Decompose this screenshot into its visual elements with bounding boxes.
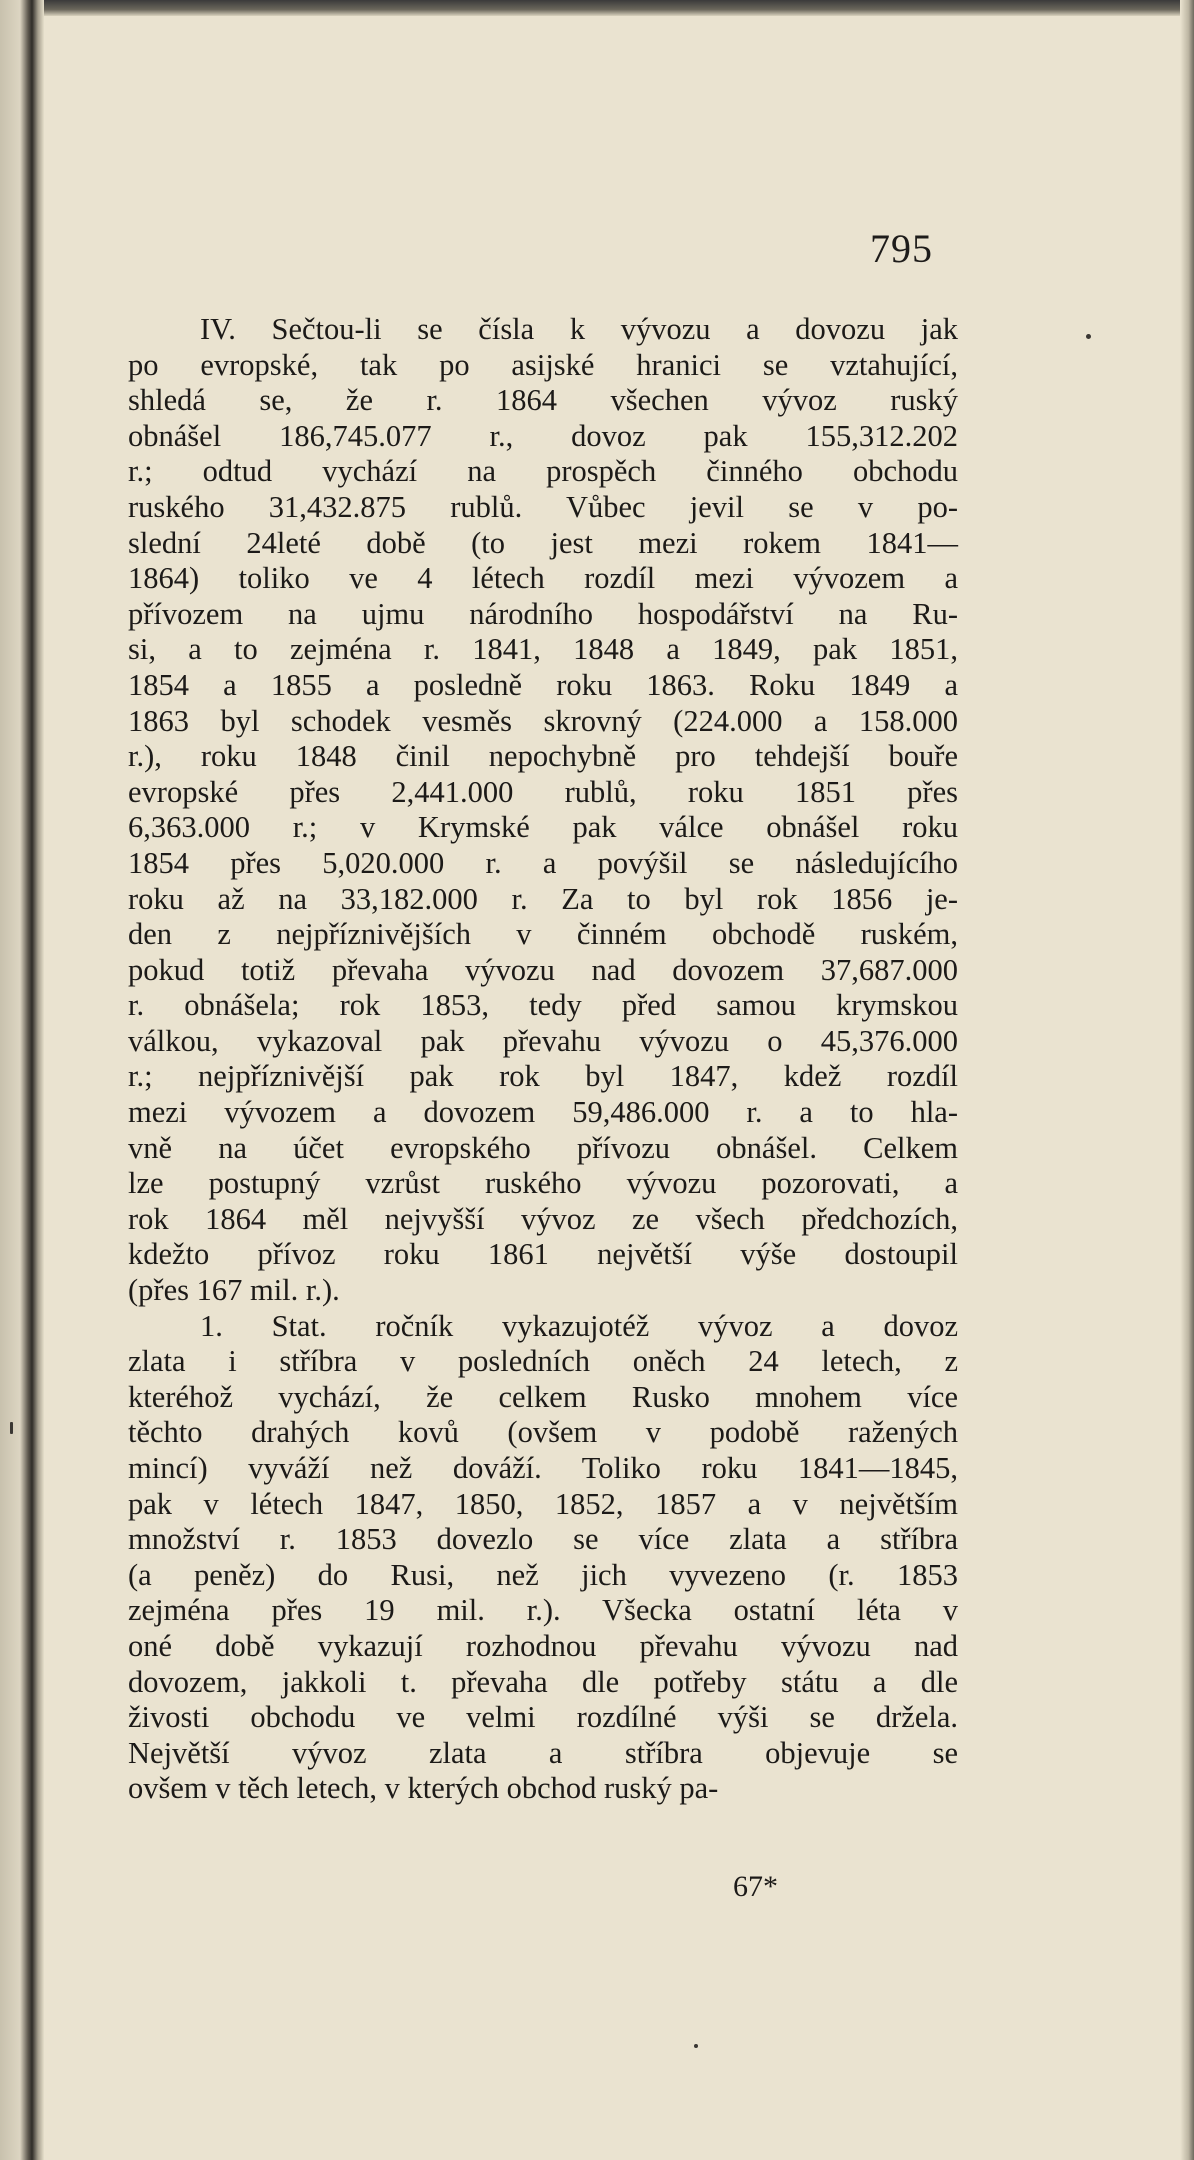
text-line: r.), roku 1848 činil nepochybně pro tehdejší bouře — [128, 739, 958, 774]
text-line: r. obnášela; rok 1853, tedy před samou krymskou — [128, 988, 958, 1023]
text-line: lze postupný vzrůst ruského vývozu pozorovati, a — [128, 1166, 958, 1201]
paper-speck — [694, 2044, 698, 2048]
text-line: vně na účet evropského přívozu obnášel. Celkem — [128, 1130, 958, 1165]
text-line: roku až na 33,182.000 r. Za to byl rok 1856 je- — [128, 881, 958, 916]
text-line: obnášel 186,745.077 r., dovoz pak 155,312.202 — [128, 418, 958, 453]
text-line: mincí) vyváží než dováží. Toliko roku 1841—1845, — [128, 1451, 958, 1485]
text-line: r.; nejpříznivější pak rok byl 1847, kdež rozdíl — [128, 1059, 958, 1094]
text-line: shledá se, že r. 1864 všechen vývoz ruský — [128, 383, 958, 418]
text-line: po evropské, tak po asijské hranici se vztahující, — [128, 347, 958, 382]
text-line: pak v létech 1847, 1850, 1852, 1857 a v největším — [128, 1486, 958, 1521]
text-line: (a peněz) do Rusi, než jich vyvezeno (r. 1853 — [128, 1557, 958, 1592]
text-line: zlata i stříbra v posledních oněch 24 letech, z — [128, 1344, 958, 1379]
text-line: 1. Stat. ročník vykazujotéž vývoz a dovoz — [200, 1308, 958, 1343]
text-line: mezi vývozem a dovozem 59,486.000 r. a to hla- — [128, 1095, 958, 1130]
book-spine-shadow — [0, 0, 44, 2160]
text-line: den z nejpříznivějších v činném obchodě ruském, — [128, 917, 958, 952]
text-line: živosti obchodu ve velmi rozdílné výši se držela. — [128, 1700, 958, 1735]
text-line: IV. Sečtou-li se čísla k vývozu a dovozu jak — [200, 312, 958, 346]
text-line: dovozem, jakkoli t. převaha dle potřeby státu a dle — [128, 1664, 958, 1699]
text-line: 1854 a 1855 a posledně roku 1863. Roku 1849 a — [128, 667, 958, 702]
text-line: zejména přes 19 mil. r.). Všecka ostatní léta v — [128, 1593, 958, 1628]
text-line: 6,363.000 r.; v Krymské pak válce obnášel roku — [128, 810, 958, 845]
text-line: (přes 167 mil. r.). — [128, 1273, 340, 1308]
text-line: Největší vývoz zlata a stříbra objevuje se — [128, 1735, 958, 1770]
text-line: 1864) toliko ve 4 létech rozdíl mezi vývozem a — [128, 561, 958, 596]
text-line: evropské přes 2,441.000 rublů, roku 1851 přes — [128, 774, 958, 809]
text-line: si, a to zejména r. 1841, 1848 a 1849, pak 1851, — [128, 632, 958, 667]
text-line: těchto drahých kovů (ovšem v podobě ražených — [128, 1415, 958, 1450]
text-line: ruského 31,432.875 rublů. Vůbec jevil se v po- — [128, 489, 958, 524]
text-line: 1854 přes 5,020.000 r. a povýšil se následujícího — [128, 845, 958, 880]
text-line: válkou, vykazoval pak převahu vývozu o 45,376.000 — [128, 1023, 958, 1058]
text-line: kdežto přívoz roku 1861 největší výše dostoupil — [128, 1237, 958, 1272]
text-line: 1863 byl schodek vesměs skrovný (224.000 a 158.000 — [128, 703, 958, 738]
page-number: 795 — [870, 226, 933, 271]
paper-speck — [1086, 334, 1091, 339]
text-line: oné době vykazují rozhodnou převahu vývozu nad — [128, 1628, 958, 1663]
body-text — [128, 312, 958, 1807]
paper-speck — [10, 1422, 13, 1434]
text-line: slední 24leté době (to jest mezi rokem 1841— — [128, 525, 958, 560]
right-scan-edge — [1180, 0, 1194, 2160]
printer-signature-mark: 67* — [733, 1870, 778, 1903]
text-line: ovšem v těch letech, v kterých obchod ruský pa- — [128, 1771, 719, 1806]
text-line: pokud totiž převaha vývozu nad dovozem 37,687.000 — [128, 952, 958, 987]
text-line: rok 1864 měl nejvyšší vývoz ze všech předchozích, — [128, 1201, 958, 1236]
text-line: kteréhož vychází, že celkem Rusko mnohem více — [128, 1379, 958, 1414]
text-line: přívozem na ujmu národního hospodářství na Ru- — [128, 596, 958, 631]
text-line: množství r. 1853 dovezlo se více zlata a stříbra — [128, 1522, 958, 1557]
text-line: r.; odtud vychází na prospěch činného obchodu — [128, 454, 958, 489]
top-scan-edge — [0, 0, 1194, 16]
